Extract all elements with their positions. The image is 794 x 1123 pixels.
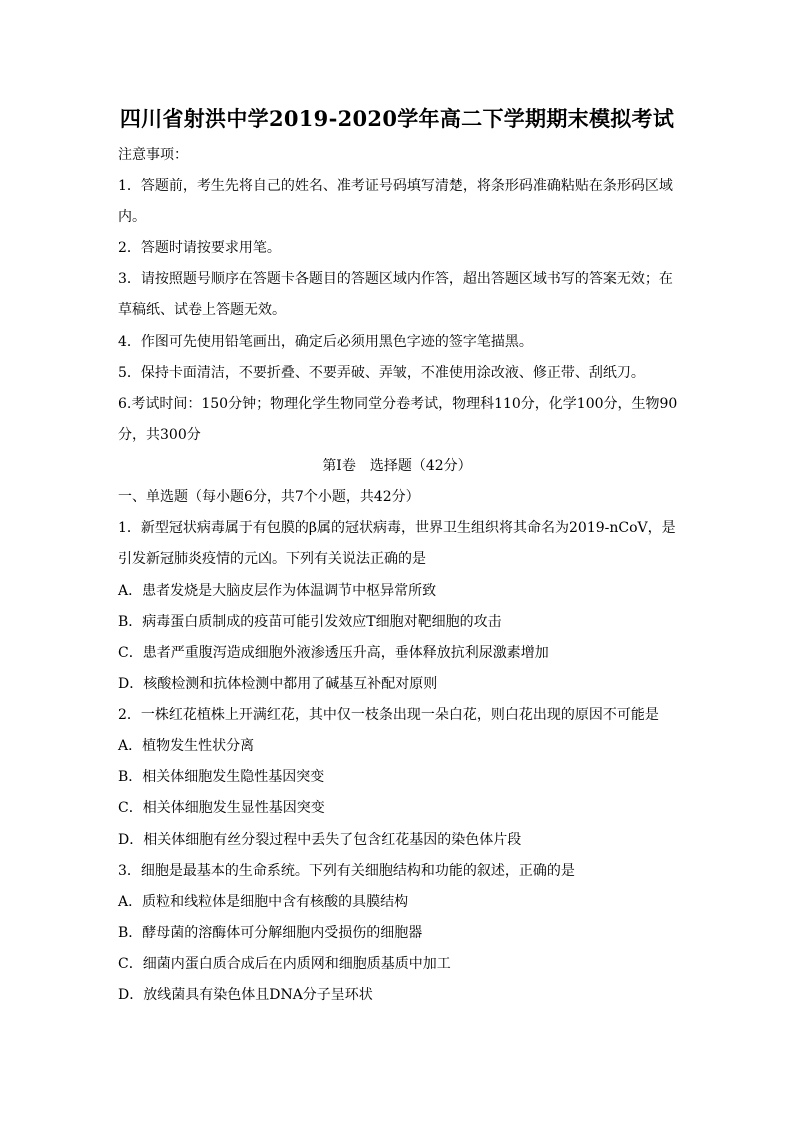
option-d: D．放线菌具有染色体且DNA分子呈环状 (118, 987, 373, 1003)
notice-line: 分，共300分 (118, 427, 201, 443)
question-stem: 2．一株红花植株上开满红花，其中仅一枝条出现一朵白花，则白花出现的原因不可能是 (118, 707, 659, 723)
question-stem: 3．细胞是最基本的生命系统。下列有关细胞结构和功能的叙述，正确的是 (118, 863, 575, 879)
exam-title: 四川省射洪中学2019-2020学年高二下学期期末模拟考试 (119, 106, 675, 131)
option-d: D．相关体细胞有丝分裂过程中丢失了包含红花基因的染色体片段 (118, 832, 522, 848)
option-a: A．质粒和线粒体是细胞中含有核酸的具膜结构 (118, 894, 409, 910)
option-a: A．患者发烧是大脑皮层作为体温调节中枢异常所致 (118, 583, 437, 599)
option-c: C．细菌内蛋白质合成后在内质网和细胞质基质中加工 (118, 956, 451, 972)
option-c: C．患者严重腹泻造成细胞外液渗透压升高，垂体释放抗利尿激素增加 (118, 645, 549, 661)
option-a: A．植物发生性状分离 (118, 738, 255, 754)
notice-line: 3．请按照题号顺序在答题卡各题目的答题区域内作答，超出答题区域书写的答案无效；在 (118, 271, 673, 287)
notice-line: 1．答题前，考生先将自己的姓名、准考证号码填写清楚，将条形码准确粘贴在条形码区域 (118, 178, 673, 194)
part-title: 一、单选题（每小题6分，共7个小题，共42分） (118, 489, 420, 505)
notice-line: 2．答题时请按要求用笔。 (118, 240, 281, 256)
notice-line: 4．作图可先使用铅笔画出，确定后必须用黑色字迹的签字笔描黑。 (118, 334, 533, 350)
option-b: B．病毒蛋白质制成的疫苗可能引发效应T细胞对靶细胞的攻击 (118, 614, 502, 630)
section-title: 第Ⅰ卷 选择题（42分） (322, 458, 472, 474)
notice-line: 内。 (118, 209, 146, 225)
question-stem: 1．新型冠状病毒属于有包膜的β属的冠状病毒，世界卫生组织将其命名为2019-nCoV，是 (118, 520, 676, 536)
option-c: C．相关体细胞发生显性基因突变 (118, 800, 325, 816)
notice-line: 6.考试时间：150分钟；物理化学生物同堂分卷考试，物理科110分，化学100分，生物90 (118, 396, 678, 412)
notice-line: 5．保持卡面清洁，不要折叠、不要弄破、弄皱，不准使用涂改液、修正带、刮纸刀。 (118, 365, 645, 381)
notice-heading: 注意事项： (118, 147, 188, 163)
question-stem: 引发新冠肺炎疫情的元凶。下列有关说法正确的是 (118, 551, 426, 567)
notice-line: 草稿纸、试卷上答题无效。 (118, 302, 286, 318)
option-b: B．相关体细胞发生隐性基因突变 (118, 769, 325, 785)
option-b: B．酵母菌的溶酶体可分解细胞内受损伤的细胞器 (118, 925, 423, 941)
option-d: D．核酸检测和抗体检测中都用了碱基互补配对原则 (118, 676, 438, 692)
